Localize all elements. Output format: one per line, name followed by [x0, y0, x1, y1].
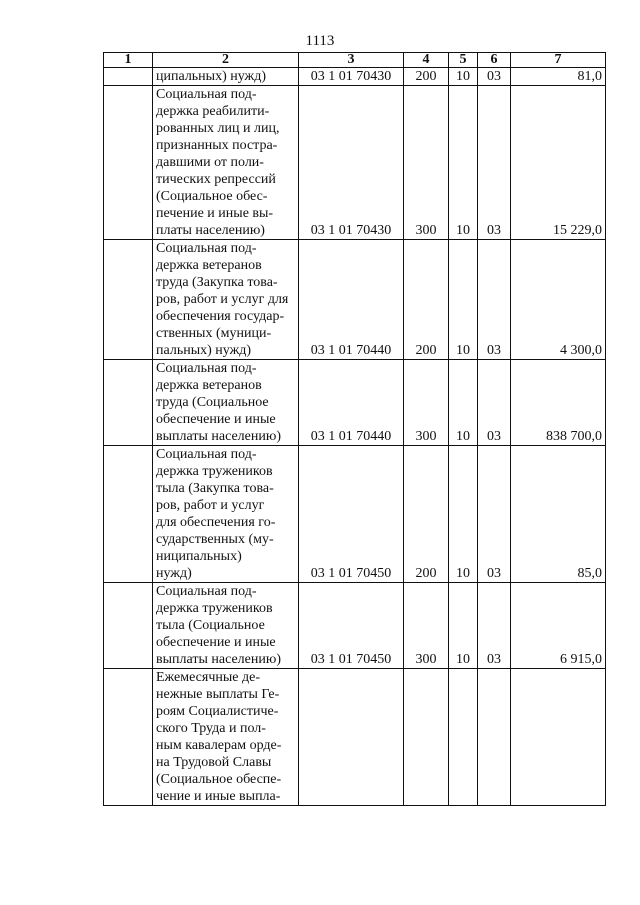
target-code-cell	[299, 669, 404, 806]
header-col-2: 2	[153, 53, 299, 68]
target-code-cell-text: 03 1 01 70450	[310, 652, 392, 667]
item-name-cell	[153, 669, 299, 806]
item-name-line: тыла (Социальное	[156, 618, 265, 633]
item-name-line: ского Труда и пол-	[156, 721, 266, 736]
item-name-cell	[153, 240, 299, 360]
item-name-line: тыла (Закупка това-	[156, 481, 274, 496]
item-name-cell	[153, 68, 299, 86]
subsection-cell-text: 03	[487, 652, 501, 667]
table-row	[104, 68, 606, 86]
section-cell	[449, 669, 478, 806]
item-name-line: выплаты населению)	[156, 652, 281, 667]
header-col-7: 7	[511, 53, 606, 68]
subsection-cell	[478, 240, 511, 360]
item-name-line: сударственных (му-	[156, 532, 274, 547]
section-cell-text: 10	[456, 69, 470, 84]
item-name-line: нужд)	[156, 566, 192, 581]
expense-type-cell-text: 200	[415, 343, 437, 358]
subsection-cell-text: 03	[487, 566, 501, 581]
header-col-6: 6	[478, 53, 511, 68]
row-number-cell	[104, 86, 153, 240]
subsection-cell-text: 03	[487, 429, 501, 444]
target-code-cell	[299, 68, 404, 86]
item-name-cell	[153, 583, 299, 669]
header-col-5: 5	[449, 53, 478, 68]
amount-cell	[511, 86, 606, 240]
target-code-cell	[299, 446, 404, 583]
target-code-cell	[299, 360, 404, 446]
amount-cell-text: 6 915,0	[560, 652, 602, 667]
item-name-cell	[153, 446, 299, 583]
amount-cell	[511, 669, 606, 806]
item-name-line: (Социальное обес-	[156, 189, 268, 204]
subsection-cell	[478, 68, 511, 86]
item-name-line: держка ветеранов	[156, 378, 262, 393]
item-name-line: рованных лиц и лиц,	[156, 121, 280, 136]
item-name-line: держка тружеников	[156, 601, 273, 616]
item-name-line: ственных (муници-	[156, 326, 272, 341]
section-cell	[449, 583, 478, 669]
item-name-line: платы населению)	[156, 223, 265, 238]
item-name-line: обеспечение и иные	[156, 412, 276, 427]
expense-type-cell-text: 200	[415, 69, 437, 84]
expense-type-cell	[404, 669, 449, 806]
amount-cell	[511, 446, 606, 583]
section-cell	[449, 446, 478, 583]
expense-type-cell-text: 300	[415, 652, 437, 667]
item-name-line: для обеспечения го-	[156, 515, 276, 530]
subsection-cell	[478, 583, 511, 669]
expense-type-cell-text: 300	[415, 429, 437, 444]
item-name-line: выплаты населению)	[156, 429, 281, 444]
row-number-cell	[104, 360, 153, 446]
item-name-line: роям Социалистиче-	[156, 704, 279, 719]
item-name-line: пальных) нужд)	[156, 343, 252, 358]
table-row	[104, 446, 606, 583]
row-number-cell	[104, 240, 153, 360]
item-name-line: ров, работ и услуг	[156, 498, 265, 513]
item-name-line: Социальная под-	[156, 584, 257, 599]
section-cell-text: 10	[456, 343, 470, 358]
table-row	[104, 669, 606, 806]
section-cell-text: 10	[456, 429, 470, 444]
target-code-cell-text: 03 1 01 70450	[310, 566, 392, 581]
expense-type-cell	[404, 583, 449, 669]
item-name-line: ниципальных)	[156, 549, 242, 564]
item-name-line: держка ветеранов	[156, 258, 262, 273]
table-row	[104, 240, 606, 360]
target-code-cell-text: 03 1 01 70430	[310, 223, 392, 238]
header-col-3: 3	[299, 53, 404, 68]
item-name-line: (Социальное обеспе-	[156, 772, 282, 787]
amount-cell-text: 81,0	[577, 69, 602, 84]
subsection-cell	[478, 446, 511, 583]
item-name-line: Социальная под-	[156, 361, 257, 376]
target-code-cell-text: 03 1 01 70440	[310, 429, 392, 444]
expense-type-cell	[404, 86, 449, 240]
section-cell	[449, 240, 478, 360]
amount-cell-text: 838 700,0	[546, 429, 602, 444]
item-name-line: на Трудовой Славы	[156, 755, 272, 770]
table-row	[104, 360, 606, 446]
item-name-line: Социальная под-	[156, 87, 257, 102]
expense-type-cell	[404, 68, 449, 86]
row-number-cell	[104, 446, 153, 583]
item-name-line: труда (Социальное	[156, 395, 269, 410]
item-name-line: обеспечения государ-	[156, 309, 285, 324]
amount-cell	[511, 68, 606, 86]
amount-cell	[511, 240, 606, 360]
item-name-line: признанных постра-	[156, 138, 278, 153]
section-cell	[449, 68, 478, 86]
amount-cell	[511, 583, 606, 669]
item-name-line: держка реабилити-	[156, 104, 270, 119]
item-name-line: Социальная под-	[156, 447, 257, 462]
item-name-line: ным кавалерам орде-	[156, 738, 282, 753]
item-name-cell	[153, 360, 299, 446]
row-number-cell	[104, 583, 153, 669]
item-name-cell	[153, 86, 299, 240]
table-header-row	[104, 53, 606, 68]
item-name-line: нежные выплаты Ге-	[156, 687, 280, 702]
amount-cell	[511, 360, 606, 446]
budget-table	[103, 52, 606, 806]
item-name-line: тических репрессий	[156, 172, 276, 187]
header-col-1: 1	[104, 53, 153, 68]
item-name-line: печение и иные вы-	[156, 206, 274, 221]
subsection-cell	[478, 360, 511, 446]
row-number-cell	[104, 669, 153, 806]
subsection-cell-text: 03	[487, 343, 501, 358]
item-name-line: ципальных) нужд)	[156, 69, 267, 84]
item-name-line: труда (Закупка това-	[156, 275, 278, 290]
page-number: 1113	[305, 33, 335, 49]
table-row	[104, 86, 606, 240]
item-name-line: давшими от поли-	[156, 155, 264, 170]
subsection-cell-text: 03	[487, 223, 501, 238]
subsection-cell-text: 03	[487, 69, 501, 84]
target-code-cell-text: 03 1 01 70440	[310, 343, 392, 358]
amount-cell-text: 4 300,0	[560, 343, 602, 358]
header-col-4: 4	[404, 53, 449, 68]
section-cell-text: 10	[456, 566, 470, 581]
item-name-line: ров, работ и услуг для	[156, 292, 289, 307]
expense-type-cell	[404, 446, 449, 583]
item-name-line: обеспечение и иные	[156, 635, 276, 650]
amount-cell-text: 85,0	[577, 566, 602, 581]
target-code-cell	[299, 583, 404, 669]
section-cell-text: 10	[456, 223, 470, 238]
row-number-cell	[104, 68, 153, 86]
section-cell	[449, 86, 478, 240]
expense-type-cell	[404, 360, 449, 446]
expense-type-cell	[404, 240, 449, 360]
expense-type-cell-text: 200	[415, 566, 437, 581]
subsection-cell	[478, 86, 511, 240]
item-name-line: держка тружеников	[156, 464, 273, 479]
subsection-cell	[478, 669, 511, 806]
item-name-line: чение и иные выпла-	[156, 789, 281, 804]
target-code-cell	[299, 240, 404, 360]
section-cell	[449, 360, 478, 446]
expense-type-cell-text: 300	[415, 223, 437, 238]
target-code-cell	[299, 86, 404, 240]
amount-cell-text: 15 229,0	[553, 223, 602, 238]
target-code-cell-text: 03 1 01 70430	[310, 69, 392, 84]
section-cell-text: 10	[456, 652, 470, 667]
item-name-line: Ежемесячные де-	[156, 670, 260, 685]
table-row	[104, 583, 606, 669]
item-name-line: Социальная под-	[156, 241, 257, 256]
